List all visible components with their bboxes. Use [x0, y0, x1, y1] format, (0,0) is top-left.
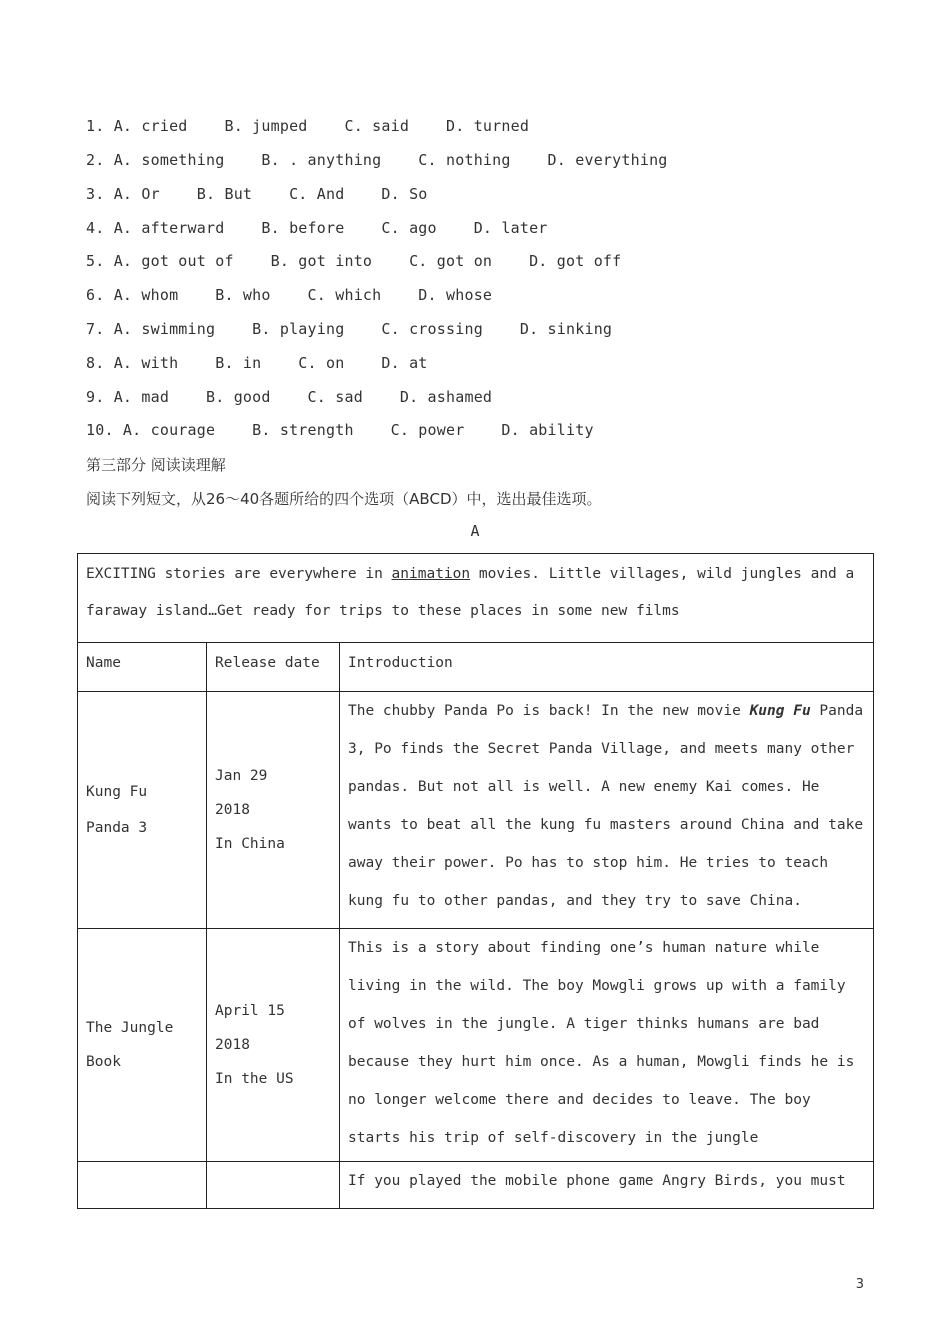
movie-table [77, 553, 874, 1209]
table-intro-cell [78, 554, 874, 643]
question-5: 5. A. got out of B. got into C. got on D. got off [86, 252, 622, 270]
table-row [78, 692, 874, 929]
release-date-cell [207, 929, 340, 1162]
page-number: 3 [855, 1277, 864, 1292]
question-7: 7. A. swimming B. playing C. crossing D. sinking [86, 320, 613, 338]
section-title: 第三部分 阅读读理解 [86, 456, 226, 474]
header-release-date: Release date [207, 643, 340, 692]
table-row [78, 1162, 874, 1209]
release-date-line: April 15 [215, 1003, 285, 1019]
release-date-line: 2018 [215, 802, 250, 818]
release-date-line: In China [215, 836, 285, 852]
release-date-cell [207, 1162, 340, 1209]
header-name: Name [78, 643, 207, 692]
description-text: Panda 3, Po finds the Secret Panda Village, and meets many other pandas. But not all is well. A new enemy Kai comes. He wants to beat all the kung fu masters around China and take away their power. Po has to stop him. He tries to teach kung fu to other pandas, and they try to save China. [348, 703, 864, 909]
animation-underlined-word: animation [391, 566, 471, 582]
question-8: 8. A. with B. in C. on D. at [86, 354, 428, 372]
table-row [78, 929, 874, 1162]
question-1: 1. A. cried B. jumped C. said D. turned [86, 117, 530, 135]
question-10: 10. A. courage B. strength C. power D. ability [86, 421, 594, 439]
introduction-cell [340, 692, 874, 929]
question-3: 3. A. Or B. But C. And D. So [86, 185, 428, 203]
movie-name-cell: Kung Fu Panda 3 [78, 692, 207, 929]
question-9: 9. A. mad B. good C. sad D. ashamed [86, 388, 493, 406]
release-date-line: Jan 29 [215, 768, 268, 784]
movie-name-cell [78, 1162, 207, 1209]
table-header-row [78, 643, 874, 692]
question-2: 2. A. something B. . anything C. nothing D. everything [86, 151, 668, 169]
passage-label: A [470, 522, 480, 540]
description-text: The chubby Panda Po is back! In the new movie [348, 703, 750, 719]
kung-fu-bold-text: Kung Fu [749, 703, 811, 719]
introduction-cell: If you played the mobile phone game Angry Birds, you must [340, 1162, 874, 1209]
question-4: 4. A. afterward B. before C. ago D. later [86, 219, 548, 237]
instruction-text: 阅读下列短文，从26～40各题所给的四个选项（ABCD）中，选出最佳选项。 [86, 490, 602, 508]
movie-name-cell: The Jungle Book [78, 929, 207, 1162]
intro-text-start: EXCITING stories are everywhere in [86, 566, 392, 582]
question-6: 6. A. whom B. who C. which D. whose [86, 286, 493, 304]
release-date-cell [207, 692, 340, 929]
release-date-line: 2018 [215, 1037, 250, 1053]
intro-text-end: movies. Little villages, wild jungles and a faraway island…Get ready for trips to these places in some new films [86, 566, 855, 619]
header-introduction: Introduction [340, 643, 874, 692]
introduction-cell: This is a story about finding one’s human nature while living in the wild. The boy Mowgli grows up with a family of wolves in the jungle. A tiger thinks humans are bad because they hurt him once. As a human, Mowgli finds he is no longer welcome there and decides to leave. The boy starts his trip of self-discovery in the jungle [340, 929, 874, 1162]
release-date-line: In the US [215, 1071, 294, 1087]
table-intro-row [78, 554, 874, 643]
